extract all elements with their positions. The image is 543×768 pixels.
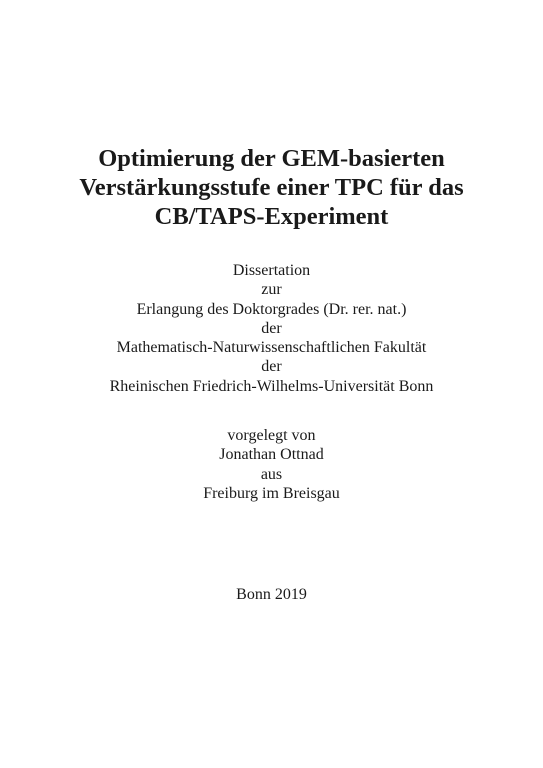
thesis-title (0, 144, 543, 231)
author-block (0, 426, 543, 503)
author-name: Jonathan Ottnad (219, 446, 324, 464)
degree-name: Erlangung des Doktorgrades (Dr. rer. nat.) (136, 300, 407, 318)
university-name: Rheinischen Friedrich-Wilhelms-Universität Bonn (109, 377, 434, 395)
thesis-title-line: Optimierung der GEM-basierten (98, 145, 445, 172)
author-origin: Freiburg im Breisgau (203, 484, 340, 502)
document-type: Dissertation (232, 262, 311, 279)
degree-block (0, 261, 543, 396)
origin-label: aus (260, 465, 283, 483)
place-year: Bonn 2019 (236, 586, 307, 603)
degree-block-line: der (261, 319, 282, 337)
degree-block-line: zur (261, 281, 282, 299)
faculty-name: Mathematisch-Naturwissenschaftlichen Fakultät (116, 339, 427, 357)
thesis-title-line: CB/TAPS-Experiment (154, 203, 389, 230)
thesis-title-line: Verstärkungsstufe einer TPC für das (79, 174, 464, 201)
submitted-by-label: vorgelegt von (227, 427, 316, 444)
degree-block-line: der (261, 358, 282, 376)
